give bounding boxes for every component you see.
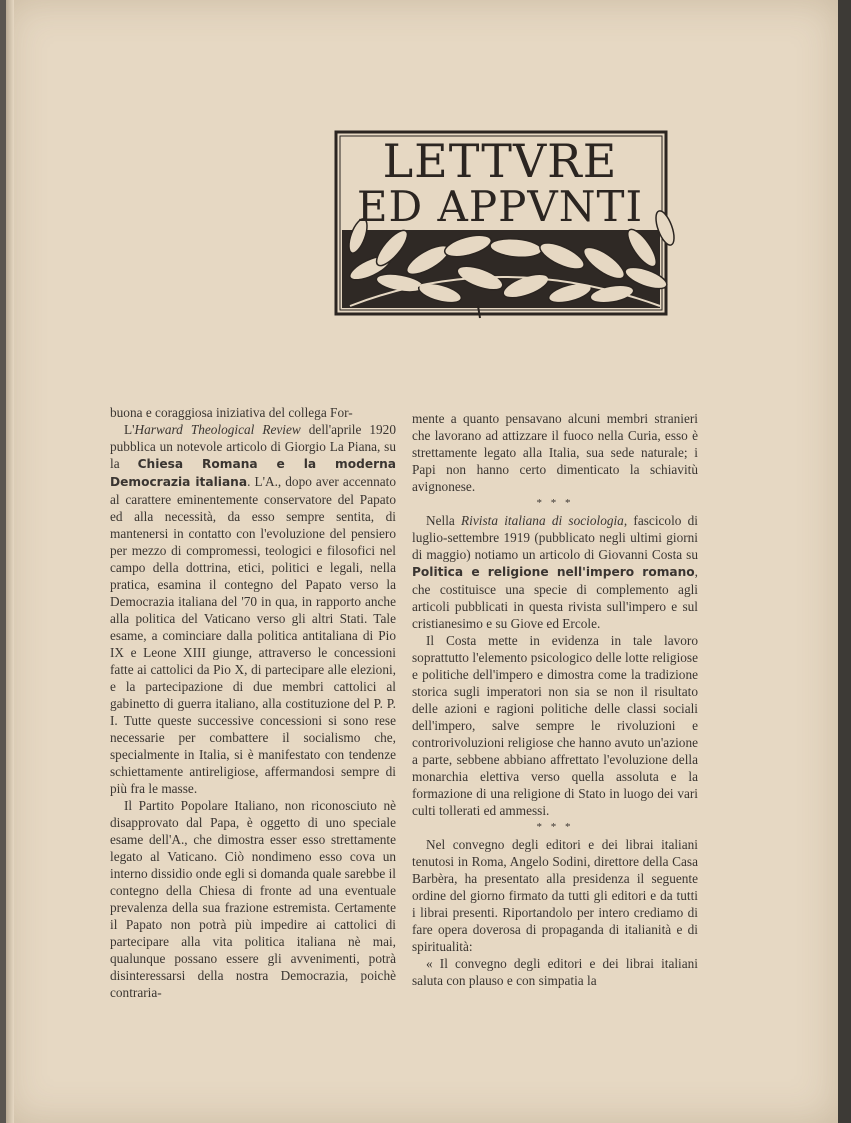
page [6, 0, 838, 1123]
text-span: , fascicolo di luglio-settembre 1919 (pubblicato negli ultimi giorni di maggio) notiamo un articolo di Giovanni Costa su [412, 513, 698, 562]
article-title: Chiesa Romana e la moderna Democrazia italiana [110, 457, 396, 489]
section-heading-woodcut [330, 128, 686, 322]
page-spine-shadow [6, 0, 14, 1123]
text-span: , che costituisce una specie di complemento agli articoli pubblicati in questa rivista sull'impero e sul cristianesimo e su Giove ed Ercole. [412, 564, 698, 631]
right-paragraph-1: mente a quanto pensavano alcuni membri stranieri che lavorano ad attizzare il fuoco nella Curia, esso è strettamente legato alla Italia, sua sede naturale; i Papi non hanno certo dimenticato la schiavitù avignonese. [412, 411, 698, 494]
text-span: Nella [426, 513, 462, 528]
left-column [110, 404, 396, 1001]
section-separator: * * * [536, 497, 574, 509]
journal-title: Harward Theological Review [134, 422, 301, 437]
right-paragraph-2 [412, 512, 698, 632]
left-paragraph-2 [110, 421, 396, 797]
text-span: . L'A., dopo aver accennato al carattere eminentemente conservatore del Papato ed alla necessità, da esso sempre sentita, di mantenersi in contatto con l'evoluzione del pensiero per mezzo di compromessi, teologici e filosofici nel campo della dottrina, etici, politici e legali, nella pratica, esamina il contegno del Papato verso la Democrazia italiana del '70 in qua, in rapporto anche alla politica del Vaticano verso gli altri Stati. Tale esame, a cominciare dalla politica antitaliana di Pio IX e Leone XIII giunge, attraverso le concessioni fatte ai cattolici da Pio X, di partecipare alle elezioni, e la partecipazione di due membri cattolici al gabinetto di guerra italiano, alla costituzione del P. P. I. Tutte queste successive concessioni si sono rese necessarie per combattere il socialismo che, specialmente in Italia, si è manifestato con tendenze schiettamente antireligiose, affermandosi sempre di più fra le masse. [110, 474, 396, 796]
heading-line-1: LETTVRE [382, 134, 618, 188]
right-column [412, 410, 698, 989]
text-span: L' [124, 422, 135, 437]
journal-title: Rivista italiana di sociologia [461, 513, 624, 528]
left-paragraph-3: Il Partito Popolare Italiano, non riconosciuto nè disapprovato dal Papa, è oggetto di uno speciale esame dell'A., che dimostra esser esso strettamente legato al Vaticano. Ciò nondimeno esso cova un interno dissidio onde egli si domanda quale sarebbe il contegno della Chiesa di fronte ad una eventuale prevalenza della sua frazione estremista. Certamente il Papato non potrà più impedire ai cattolici di partecipare alla vita politica italiana nè mai, qualunque possano essere gli avvenimenti, potrà disinteressarsi della nostra Democrazia, poichè contraria- [110, 798, 396, 1000]
right-paragraph-4: Nel convegno degli editori e dei librai italiani tenutosi in Roma, Angelo Sodini, direttore della Casa Barbèra, ha presentato alla presidenza il seguente ordine del giorno firmato da tutti gli editori e da tutti i librai presenti. Riportandolo per intero crediamo di fare opera doverosa di propaganda di italianità e di spiritualità: [412, 837, 698, 954]
article-title: Politica e religione nell'impero romano [412, 565, 695, 579]
section-separator: * * * [536, 821, 574, 833]
page-edge [838, 0, 851, 1123]
right-paragraph-5: « Il convegno degli editori e dei librai italiani saluta con plauso e con simpatia la [412, 956, 698, 988]
text-span: dell'aprile 1920 pubblica un notevole articolo di Giorgio La Piana, su la [110, 422, 396, 471]
heading-line-2: ED APPVNTI [356, 182, 644, 231]
right-paragraph-3: Il Costa mette in evidenza in tale lavoro soprattutto l'elemento psicologico delle lotte religiose e politiche dell'impero e dimostra come la tradizione storica sugli imperatori non sia se non il risultato delle azioni e ragioni politiche delle classi sociali dell'impero, salve sempre le rivoluzioni e controrivoluzioni religiose che hanno avuto un'azione a parte, sebbene abbiano affrettato l'evoluzione della monarchia elettiva verso quella assoluta e la formazione di una religione di Stato in luogo dei vari culti tollerati ed ammessi. [412, 633, 698, 818]
left-paragraph-1: buona e coraggiosa iniziativa del collega For- [110, 405, 353, 420]
